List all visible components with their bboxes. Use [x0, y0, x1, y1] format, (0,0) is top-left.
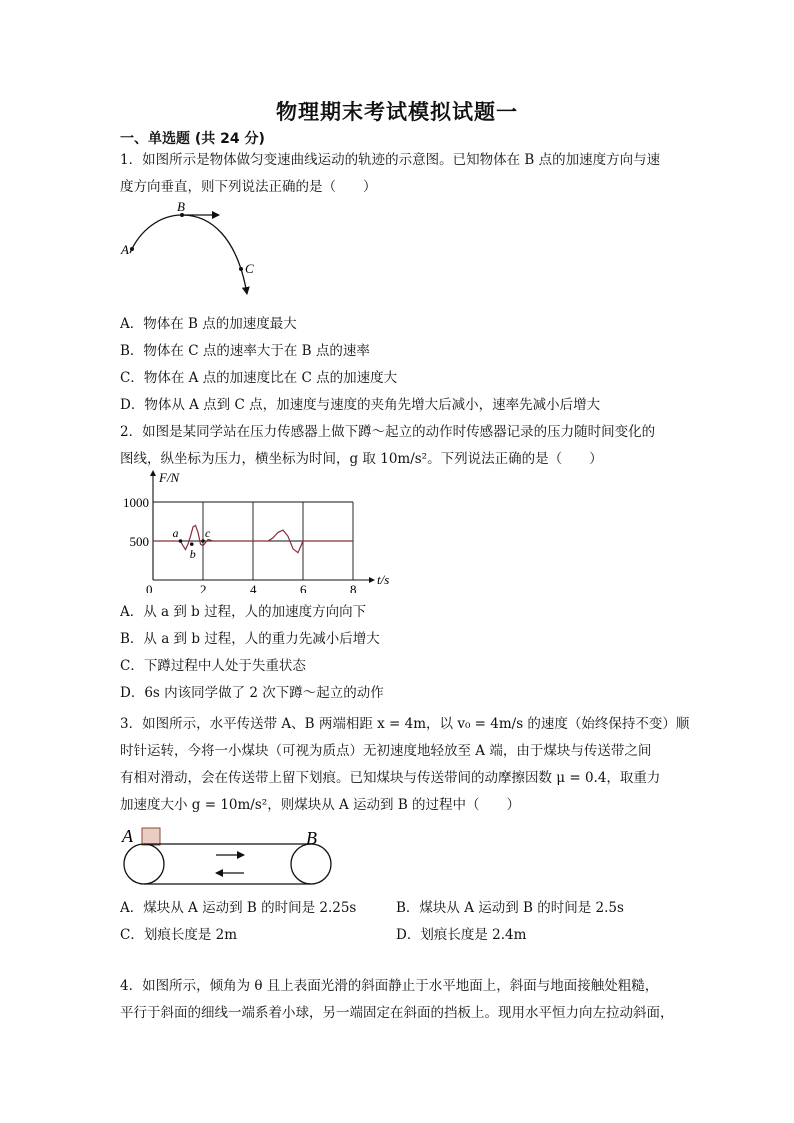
x-tick-label-0: 0 [146, 582, 153, 593]
q3-option-c: C．划痕长度是 2m [120, 927, 238, 943]
point-b [190, 542, 194, 546]
x-tick-label-4: 4 [250, 582, 257, 593]
q1-trajectory-figure [115, 198, 275, 303]
q2-stem-line-2: 图线，纵坐标为压力，横坐标为时间，g 取 10m/s²。下列说法正确的是（ ） [120, 451, 603, 467]
q2-option-d: D．6s 内该同学做了 2 次下蹲～起立的动作 [120, 685, 384, 701]
q3-option-b: B．煤块从 A 运动到 B 的时间是 2.5s [396, 900, 624, 916]
x-axis-label: t/s [377, 572, 390, 587]
right-pulley [291, 844, 331, 884]
label-b: B [306, 828, 317, 848]
q1-option-c: C．物体在 A 点的加速度比在 C 点的加速度大 [120, 370, 398, 386]
q1-option-b: B．物体在 C 点的速率大于在 B 点的速率 [120, 343, 370, 359]
x-tick-label-6: 6 [300, 582, 307, 593]
q4-stem-line-2: 平行于斜面的细线一端系着小球，另一端固定在斜面的挡板上。现用水平恒力向左拉动斜面， [120, 1005, 674, 1021]
label-b: B [177, 199, 185, 214]
label-a: A [122, 826, 133, 846]
q3-stem-line-2: 时针运转，今将一小煤块（可视为质点）无初速度地轻放至 A 端，由于煤块与传送带之间 [120, 743, 652, 759]
label-a: A [121, 242, 129, 257]
annotation-b: b [189, 547, 196, 562]
q1-stem-line-1: 1．如图所示是物体做匀变速曲线运动的轨迹的示意图。已知物体在 B 点的加速度方向与速 [120, 152, 661, 168]
section-heading: 一、单选题 (共 24 分) [120, 131, 265, 147]
y-tick-label-500: 500 [129, 534, 149, 549]
q1-option-d: D．物体从 A 点到 C 点，加速度与速度的夹角先增大后减小，速率先减小后增大 [120, 397, 601, 413]
coal-block [142, 828, 160, 845]
q1-option-a: A．物体在 B 点的加速度最大 [120, 316, 297, 332]
annotation-c: c [205, 526, 211, 540]
trajectory-curve [130, 215, 247, 294]
y-tick-label-1000: 1000 [123, 495, 149, 510]
q2-option-a: A．从 a 到 b 过程，人的加速度方向向下 [120, 604, 367, 620]
force-time-chart [115, 468, 405, 593]
y-axis-label: F/N [159, 470, 180, 485]
left-pulley [124, 844, 164, 884]
q4-stem-line-1: 4．如图所示，倾角为 θ 且上表面光滑的斜面静止于水平地面上，斜面与地面接触处粗糙， [120, 978, 659, 994]
q2-option-b: B．从 a 到 b 过程，人的重力先减小后增大 [120, 631, 380, 647]
x-tick-label-2: 2 [200, 582, 207, 593]
point-a [130, 247, 134, 251]
q1-stem-line-2: 度方向垂直，则下列说法正确的是（ ） [120, 179, 377, 195]
q3-option-d: D．划痕长度是 2.4m [396, 927, 527, 943]
chart-axes [150, 470, 375, 583]
annotation-a: a [172, 526, 179, 540]
x-axis-arrow [369, 577, 375, 583]
q3-stem-line-1: 3．如图所示，水平传送带 A、B 两端相距 x = 4m，以 v₀ = 4m/s 的速度（始终保持不变）顺 [120, 716, 690, 732]
point-c [239, 267, 243, 271]
q3-stem-line-3: 有相对滑动，会在传送带上留下划痕。已知煤块与传送带间的动摩擦因数 μ = 0.4，取重力 [120, 770, 661, 786]
conveyor-belt-figure [118, 822, 338, 888]
page-title: 物理期末考试模拟试题一 [276, 100, 518, 124]
chart-ticks [123, 495, 357, 593]
y-axis-arrow [150, 470, 156, 476]
q3-option-a: A．煤块从 A 运动到 B 的时间是 2.25s [120, 900, 357, 916]
x-tick-label-8: 8 [350, 582, 357, 593]
q3-stem-line-4: 加速度大小 g = 10m/s²，则煤块从 A 运动到 B 的过程中（ ） [120, 797, 521, 813]
q2-stem-line-1: 2．如图是某同学站在压力传感器上做下蹲～起立的动作时传感器记录的压力随时间变化的 [120, 424, 656, 440]
point-a [179, 539, 183, 543]
label-c: C [245, 261, 254, 276]
q2-option-c: C．下蹲过程中人处于失重状态 [120, 658, 306, 674]
